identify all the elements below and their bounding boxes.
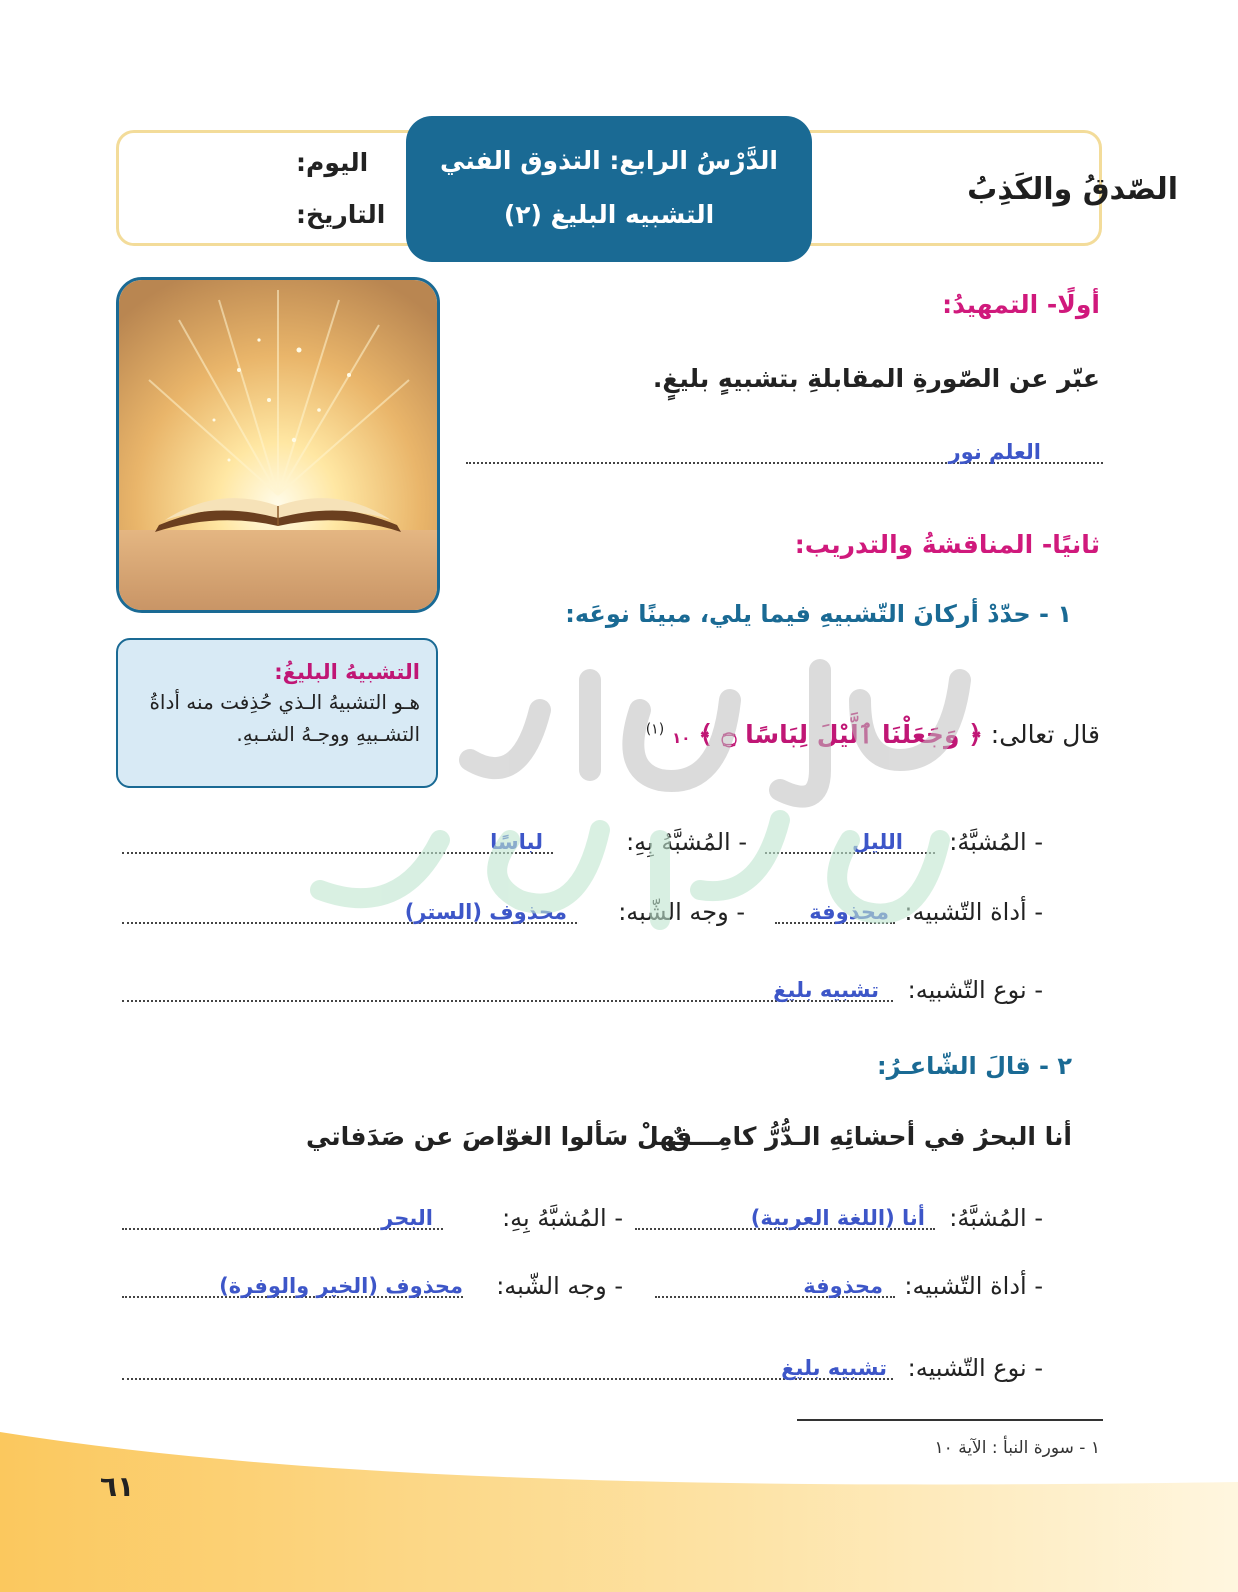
- question-1-title: ١ - حدّدْ أركانَ التّشبيهِ فيما يلي، مبينًا نوعَه:: [565, 600, 1072, 628]
- section-intro-heading: أولًا- التمهيدُ:: [942, 290, 1100, 319]
- poem-verse-right: أنا البحرُ في أحشائِهِ الـدُّرُّ كامِـــنٌ: [668, 1122, 1072, 1151]
- definition-box: [116, 638, 438, 788]
- q1-row-adah: [122, 888, 1043, 928]
- date-label: التاريخ:: [296, 200, 386, 229]
- label-naw: - نوع التّشبيه:: [907, 976, 1043, 1004]
- q1-row-naw: [122, 966, 1043, 1006]
- answer-dotted-line: [765, 852, 935, 854]
- q1-answer-mushabbah: الليل: [852, 830, 903, 854]
- answer-dotted-line: [122, 852, 553, 854]
- q2-answer-mushabbah-bih: البحر: [381, 1206, 433, 1230]
- verse-line: [646, 720, 1100, 749]
- intro-answer: العلم نور: [948, 440, 1041, 464]
- q2-answer-adah: محذوفة: [803, 1274, 883, 1298]
- quran-verse: ﴿ وَجَعَلْنَا ٱلَّيْلَ لِبَاسًا ۝ ﴾: [698, 720, 983, 749]
- unit-title: الصّدقُ والكَذِبُ: [967, 172, 1178, 207]
- poem-verse-left: فهلْ سَألوا الغوّاصَ عن صَدَفاتي: [306, 1122, 693, 1151]
- q1-answer-mushabbah-bih: لباسًا: [490, 830, 543, 854]
- verse-intro: قال تعالى:: [990, 720, 1100, 749]
- answer-dotted-line: [122, 1378, 893, 1380]
- label-wajh: - وجه الشّبه:: [618, 898, 745, 926]
- intro-prompt: عبّر عن الصّورةِ المقابلةِ بتشبيهٍ بليغٍ.: [652, 364, 1100, 393]
- label-wajh: - وجه الشّبه:: [496, 1272, 623, 1300]
- definition-title: التشبيهُ البليغُ:: [274, 660, 420, 684]
- lesson-title: الدَّرْسُ الرابع: التذوق الفني: [440, 146, 778, 175]
- page-number: ٦١: [100, 1470, 135, 1503]
- label-mushabbah: - المُشبَّهُ:: [949, 828, 1043, 856]
- q2-row-mushabbah: [122, 1194, 1043, 1234]
- q2-answer-mushabbah: أنا (اللغة العربية): [750, 1206, 925, 1230]
- day-label: اليوم:: [296, 148, 369, 177]
- label-mushabbah-bih: - المُشبَّهُ بِهِ:: [626, 828, 747, 856]
- footnote-reference: (١): [645, 721, 665, 738]
- label-adah: - أداة التّشبيه:: [904, 898, 1043, 926]
- label-mushabbah-bih: - المُشبَّهُ بِهِ:: [502, 1204, 623, 1232]
- label-adah: - أداة التّشبيه:: [904, 1272, 1043, 1300]
- q1-row-mushabbah: [122, 818, 1043, 858]
- footnote-divider: [797, 1419, 1103, 1421]
- section-practice-heading: ثانيًا- المناقشةُ والتدريب:: [794, 530, 1100, 559]
- q2-row-naw: [122, 1344, 1043, 1384]
- q1-answer-naw: تشبيه بليغ: [773, 978, 879, 1002]
- label-mushabbah: - المُشبَّهُ:: [949, 1204, 1043, 1232]
- q2-answer-wajh: محذوف (الخير والوفرة): [219, 1274, 463, 1298]
- intro-answer-row: [466, 428, 1103, 468]
- q1-answer-adah: محذوفة: [809, 900, 889, 924]
- label-naw: - نوع التّشبيه:: [907, 1354, 1043, 1382]
- verse-number: ١٠: [672, 729, 691, 747]
- definition-text: هـو التشبيهُ الـذي حُذِفت منه أداةُ التشـبيهِ ووجـهُ الشـبهِ.: [149, 690, 420, 746]
- glowing-book-image: [116, 277, 440, 613]
- footnote-text: ١ - سورة النبأ : الآية ١٠: [934, 1438, 1100, 1458]
- question-2-title: ٢ - قالَ الشّاعـرُ:: [876, 1052, 1072, 1080]
- q1-answer-wajh: محذوف (الستر): [404, 900, 567, 924]
- lesson-subtitle: التشبيه البليغ (٢): [503, 200, 715, 229]
- lesson-title-box: [406, 116, 812, 262]
- q2-answer-naw: تشبيه بليغ: [781, 1356, 887, 1380]
- q2-row-adah: [122, 1262, 1043, 1302]
